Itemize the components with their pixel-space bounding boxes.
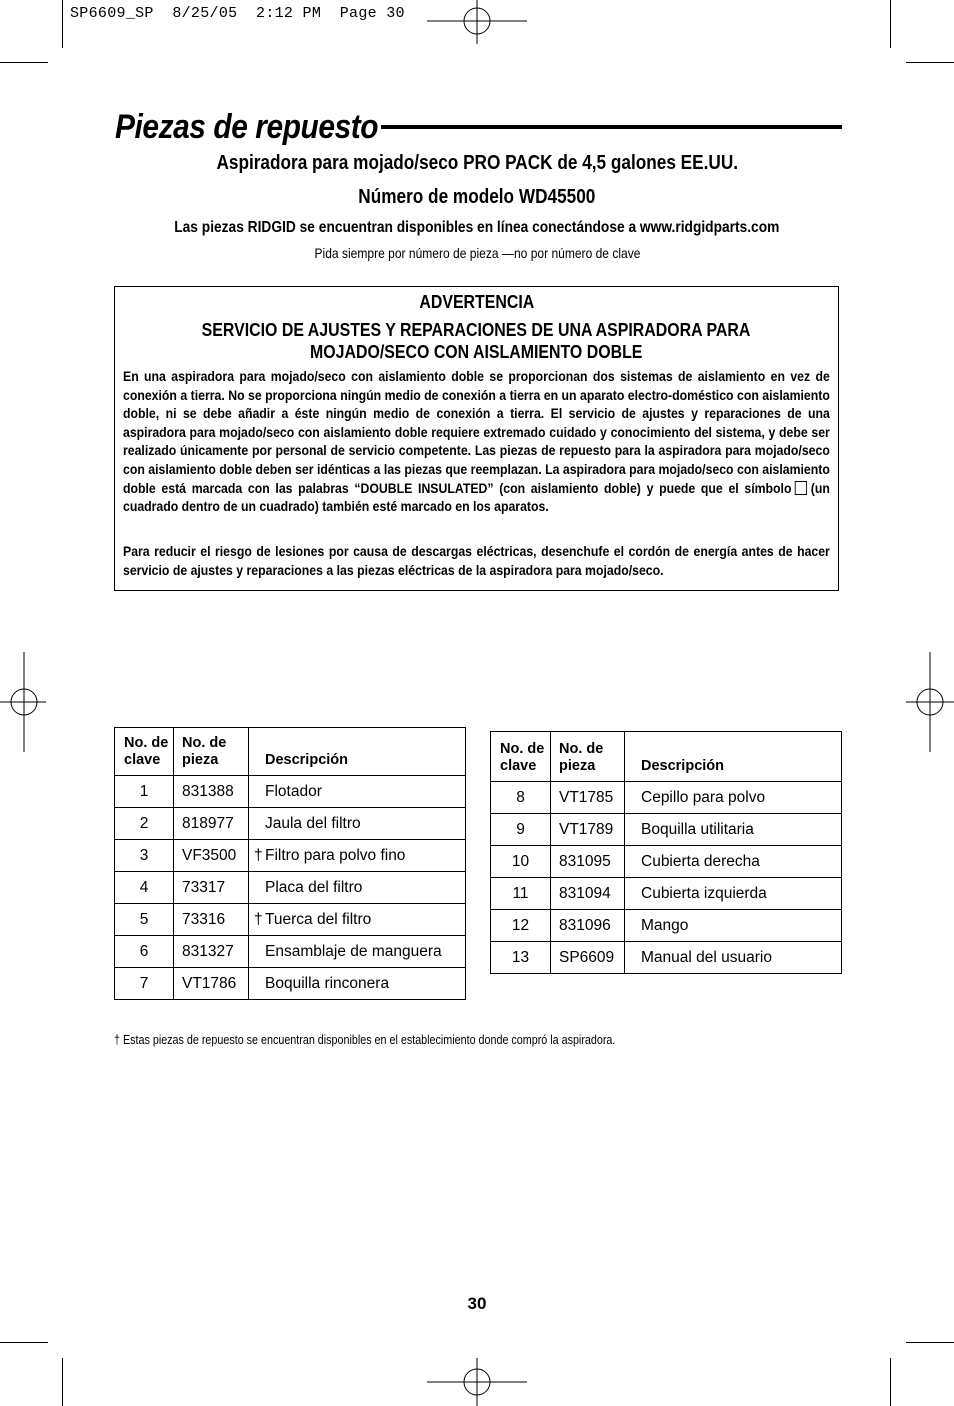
key-cell: 11 xyxy=(491,878,551,910)
order-note xyxy=(0,245,954,261)
description-wrap xyxy=(641,949,772,966)
warning-subheading-line1 xyxy=(115,319,838,341)
product-subtitle xyxy=(0,152,954,175)
warning-paragraph-2 xyxy=(123,542,830,579)
part-number-cell: VF3500 xyxy=(174,840,249,872)
part-number-cell: SP6609 xyxy=(551,942,625,974)
description-cell xyxy=(625,846,842,878)
description-text: Jaula del filtro xyxy=(265,814,361,832)
header-key-line1: No. de xyxy=(500,741,545,757)
description-text: Manual del usuario xyxy=(641,948,772,966)
description-text: Boquilla rinconera xyxy=(265,974,390,992)
description-wrap xyxy=(265,879,362,896)
header-part xyxy=(551,732,625,782)
key-cell: 3 xyxy=(115,840,174,872)
model-subtitle xyxy=(0,186,954,209)
description-cell xyxy=(625,814,842,846)
part-number-cell: 818977 xyxy=(174,808,249,840)
order-note-text: Pida siempre por número de pieza —no por número de clave xyxy=(314,245,640,261)
print-slug: SP6609_SP 8/25/05 2:12 PM Page 30 xyxy=(70,5,405,22)
warning-paragraph-2-text: Para reducir el riesgo de lesiones por causa de descargas eléctricas, desenchufe el cordón de energía antes de hacer servicio de ajustes y reparaciones a las piezas eléctricas de la aspiradora para mojado/seco. xyxy=(123,543,830,578)
registration-mark-left xyxy=(0,652,46,752)
description-text: Cubierta derecha xyxy=(641,852,760,870)
double-square-icon xyxy=(795,481,807,495)
warning-subheading-line1-text: SERVICIO DE AJUSTES Y REPARACIONES DE UNA ASPIRADORA PARA xyxy=(202,319,751,340)
description-cell xyxy=(249,808,466,840)
table-row xyxy=(115,904,466,936)
crop-mark xyxy=(62,0,63,48)
crop-mark xyxy=(906,62,954,63)
crop-mark xyxy=(890,1358,891,1406)
description-text: Filtro para polvo fino xyxy=(265,846,406,864)
part-number-cell: 831096 xyxy=(551,910,625,942)
table-row xyxy=(491,878,842,910)
table-row xyxy=(115,808,466,840)
part-number-cell: 831388 xyxy=(174,776,249,808)
online-note-text: Las piezas RIDGID se encuentran disponibles en línea conectándose a www.ridgidparts.com xyxy=(174,219,780,236)
key-cell: 4 xyxy=(115,872,174,904)
description-wrap xyxy=(641,917,688,934)
description-cell xyxy=(625,782,842,814)
part-number-cell: 831095 xyxy=(551,846,625,878)
footnote xyxy=(114,1033,697,1047)
key-cell: 2 xyxy=(115,808,174,840)
part-number-cell: VT1785 xyxy=(551,782,625,814)
description-wrap xyxy=(265,815,361,832)
header-part-line2: pieza xyxy=(182,752,219,768)
page-title: Piezas de repuesto xyxy=(115,108,379,146)
description-text: Cepillo para polvo xyxy=(641,788,766,806)
key-cell: 6 xyxy=(115,936,174,968)
table-row xyxy=(491,942,842,974)
description-text: Tuerca del filtro xyxy=(265,910,372,928)
description-wrap xyxy=(641,885,767,902)
description-text: Placa del filtro xyxy=(265,878,363,896)
part-number-cell: 73317 xyxy=(174,872,249,904)
description-cell xyxy=(625,942,842,974)
crop-mark xyxy=(0,62,48,63)
header-key-line2: clave xyxy=(124,752,161,768)
registration-mark-top xyxy=(427,0,527,44)
crop-mark xyxy=(906,1342,954,1343)
parts-table-right xyxy=(490,731,842,974)
key-cell: 13 xyxy=(491,942,551,974)
description-wrap xyxy=(254,910,372,928)
header-key-line1: No. de xyxy=(124,735,169,751)
key-cell: 12 xyxy=(491,910,551,942)
part-number-cell: 73316 xyxy=(174,904,249,936)
online-note xyxy=(0,219,954,237)
warning-box xyxy=(114,286,839,591)
part-number-cell: 831327 xyxy=(174,936,249,968)
description-wrap xyxy=(265,975,389,992)
table-row xyxy=(491,846,842,878)
header-part xyxy=(174,728,249,776)
part-number-cell: VT1786 xyxy=(174,968,249,1000)
description-cell xyxy=(625,878,842,910)
key-cell: 5 xyxy=(115,904,174,936)
description-text: Ensamblaje de manguera xyxy=(265,942,442,960)
description-wrap xyxy=(265,943,442,960)
header-key xyxy=(115,728,174,776)
key-cell: 8 xyxy=(491,782,551,814)
table-row xyxy=(491,910,842,942)
table-row xyxy=(115,872,466,904)
warning-heading-text: ADVERTENCIA xyxy=(419,291,534,312)
header-part-line1: No. de xyxy=(182,735,227,751)
registration-mark-bottom xyxy=(427,1358,527,1406)
crop-mark xyxy=(0,1342,48,1343)
table-row xyxy=(491,814,842,846)
page-number: 30 xyxy=(467,1294,487,1313)
dagger-mark: † xyxy=(254,910,263,928)
description-wrap xyxy=(641,853,760,870)
table-row xyxy=(115,936,466,968)
part-number-cell: VT1789 xyxy=(551,814,625,846)
description-cell xyxy=(249,968,466,1000)
crop-mark xyxy=(62,1358,63,1406)
key-cell: 9 xyxy=(491,814,551,846)
description-text: Flotador xyxy=(265,782,322,800)
header-description: Descripción xyxy=(625,732,842,782)
crop-mark xyxy=(890,0,891,48)
description-cell xyxy=(249,872,466,904)
warning-subheading-line2 xyxy=(115,341,838,363)
description-wrap xyxy=(641,789,765,806)
warning-paragraph-1-end: (un cuadrado dentro de un cuadrado) también esté marcado en los aparatos. xyxy=(123,479,830,515)
header-part-line2: pieza xyxy=(559,758,596,774)
title-rule xyxy=(381,125,842,129)
description-cell xyxy=(625,910,842,942)
warning-paragraph-1-start: En una aspiradora para mojado/seco con aislamiento doble se proporcionan dos sistemas de aislamiento en vez de conexión a tierra. No se proporciona ningún medio de conexión a tierra en un aparato electro-doméstico con aislamiento doble, ni se debe añadir a éste ningún medio de conexión a tierra. El servicio de ajustes y reparaciones de una aspiradora para mojado/seco con aislamiento doble requiere extremado cuidado y conocimiento del sistema, y debe ser realizado únicamente por personal de servicio competente. Las piezas de repuesto para la aspiradora para mojado/seco con aislamiento doble deben ser idénticas a las piezas que reemplazan. La aspiradora para mojado/seco con aislamiento doble está marcada con las palabras “DOUBLE INSULATED” (con aislamiento doble) y puede que el símbolo xyxy=(123,368,830,496)
footnote-text: † Estas piezas de repuesto se encuentran disponibles en el establecimiento donde compró la aspiradora. xyxy=(114,1033,616,1047)
header-description: Descripción xyxy=(249,728,466,776)
model-subtitle-text: Número de modelo WD45500 xyxy=(358,186,596,208)
title-row xyxy=(115,108,842,148)
dagger-mark: † xyxy=(254,846,263,864)
description-wrap xyxy=(254,846,406,864)
warning-subheading-line2-text: MOJADO/SECO CON AISLAMIENTO DOBLE xyxy=(310,341,643,362)
key-cell: 10 xyxy=(491,846,551,878)
product-subtitle-text: Aspiradora para mojado/seco PRO PACK de 4,5 galones EE.UU. xyxy=(216,152,738,174)
part-number-cell: 831094 xyxy=(551,878,625,910)
header-key xyxy=(491,732,551,782)
description-text: Mango xyxy=(641,916,689,934)
description-cell xyxy=(249,904,466,936)
header-key-line2: clave xyxy=(500,758,537,774)
table-row xyxy=(115,840,466,872)
table-row xyxy=(115,968,466,1000)
warning-paragraph-1 xyxy=(123,367,830,516)
description-cell xyxy=(249,936,466,968)
header-part-line1: No. de xyxy=(559,741,604,757)
description-text: Boquilla utilitaria xyxy=(641,820,754,838)
description-cell xyxy=(249,840,466,872)
description-wrap xyxy=(265,783,322,800)
warning-heading xyxy=(115,291,838,313)
key-cell: 1 xyxy=(115,776,174,808)
description-wrap xyxy=(641,821,754,838)
description-cell xyxy=(249,776,466,808)
parts-table-left xyxy=(114,727,466,1000)
table-row xyxy=(115,776,466,808)
key-cell: 7 xyxy=(115,968,174,1000)
registration-mark-right xyxy=(906,652,954,752)
table-row xyxy=(491,782,842,814)
description-text: Cubierta izquierda xyxy=(641,884,767,902)
